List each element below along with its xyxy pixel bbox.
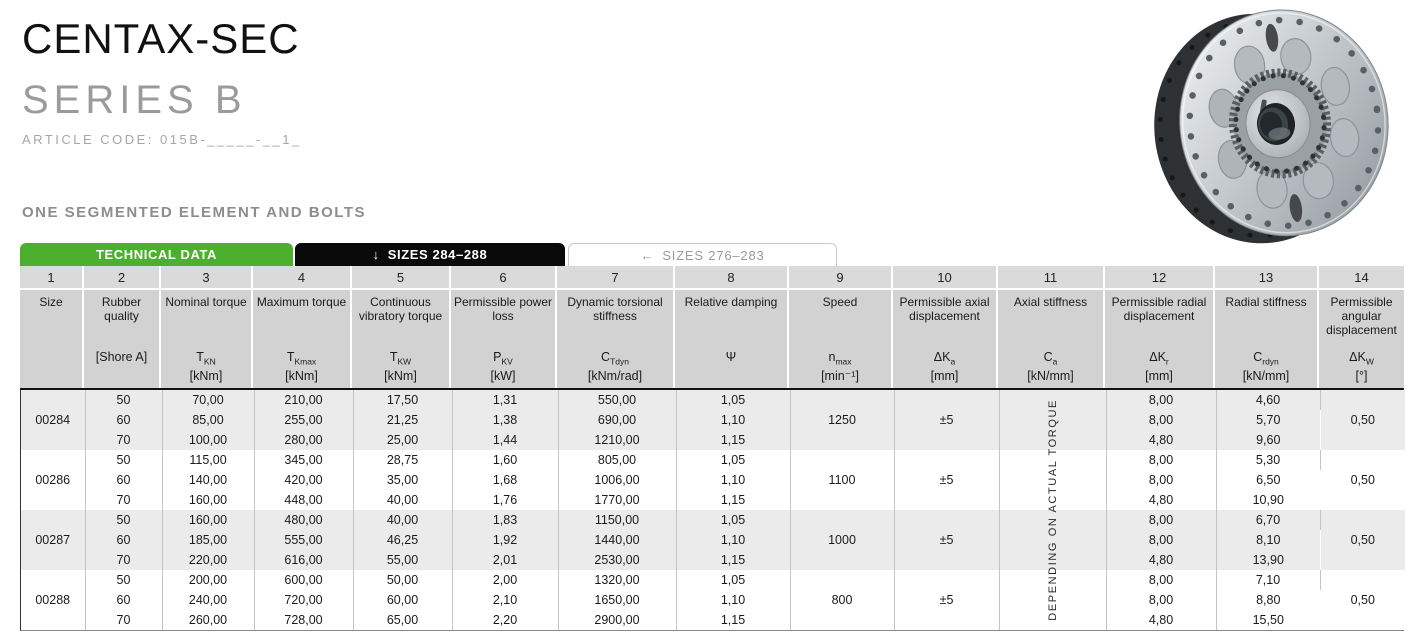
radial-displacement-cell: 8,00 — [1106, 510, 1216, 530]
nominal-torque-cell: 85,00 — [162, 410, 254, 430]
shore-cell: 60 — [85, 530, 162, 550]
column-number: 14 — [1319, 266, 1404, 288]
torsional-stiffness-cell: 1440,00 — [558, 530, 676, 550]
power-loss-cell: 1,60 — [452, 450, 558, 470]
torsional-stiffness-cell: 1320,00 — [558, 570, 676, 590]
nominal-torque-cell: 220,00 — [162, 550, 254, 570]
radial-displacement-cell: 8,00 — [1106, 390, 1216, 410]
speed-cell: 1250 — [790, 390, 894, 450]
table-row — [21, 410, 1405, 430]
radial-displacement-cell: 4,80 — [1106, 430, 1216, 450]
shore-cell: 70 — [85, 550, 162, 570]
size-cell: 00288 — [21, 570, 85, 630]
shore-cell: 50 — [85, 570, 162, 590]
radial-stiffness-cell: 8,10 — [1216, 530, 1320, 550]
column-header-radial-displacement: Permissible radial displacement $\Delta K_r$ [mm] — [1105, 290, 1215, 388]
shore-cell: 60 — [85, 410, 162, 430]
column-header-maximum-torque: Maximum torque $T_{Kmax}$ [kNm] — [253, 290, 352, 388]
column-header-axial-stiffness: Axial stiffness $C_a$ [kN/mm] — [998, 290, 1105, 388]
power-loss-cell: 1,38 — [452, 410, 558, 430]
column-header-torsional-stiffness: Dynamic torsional stiffness $C_{Tdyn}$ [kNm/rad] — [557, 290, 675, 388]
technical-data-grid — [21, 390, 1405, 630]
shore-cell: 60 — [85, 590, 162, 610]
section-label: ONE SEGMENTED ELEMENT AND BOLTS — [22, 204, 367, 221]
article-code: ARTICLE CODE: 015B-_____-__1_ — [22, 132, 302, 148]
power-loss-cell: 1,68 — [452, 470, 558, 490]
vibratory-torque-cell: 50,00 — [353, 570, 452, 590]
column-header-axial-displacement: Permissible axial displacement $\Delta K_a$ [mm] — [893, 290, 998, 388]
page-title: CENTAX-SEC — [22, 15, 300, 62]
column-header-vibratory-torque: Continuous vibratory torque $T_{KW}$ [kNm] — [352, 290, 451, 388]
radial-displacement-cell: 8,00 — [1106, 590, 1216, 610]
damping-cell: 1,05 — [676, 570, 790, 590]
column-header-power-loss: Permissible power loss $P_{KV}$ [kW] — [451, 290, 557, 388]
nominal-torque-cell: 140,00 — [162, 470, 254, 490]
axial-displacement-cell: ±5 — [894, 450, 999, 510]
table-row — [21, 610, 1405, 630]
column-header-nominal-torque: Nominal torque $T_{KN}$ [kNm] — [161, 290, 253, 388]
axial-stiffness-note: DEPENDING ON ACTUAL TORQUE — [1046, 399, 1059, 621]
axial-displacement-cell: ±5 — [894, 510, 999, 570]
damping-cell: 1,15 — [676, 550, 790, 570]
nominal-torque-cell: 115,00 — [162, 450, 254, 470]
nominal-torque-cell: 160,00 — [162, 510, 254, 530]
series-subtitle: SERIES B — [22, 78, 247, 123]
power-loss-cell: 2,00 — [452, 570, 558, 590]
torsional-stiffness-cell: 690,00 — [558, 410, 676, 430]
radial-displacement-cell: 4,80 — [1106, 610, 1216, 630]
column-header-relative-damping: Relative damping Ψ — [675, 290, 789, 388]
tab-sizes-284-288-label: SIZES 284–288 — [387, 247, 488, 262]
radial-displacement-cell: 8,00 — [1106, 530, 1216, 550]
column-number: 6 — [451, 266, 557, 288]
radial-stiffness-cell: 10,90 — [1216, 490, 1320, 510]
vibratory-torque-cell: 21,25 — [353, 410, 452, 430]
damping-cell: 1,15 — [676, 490, 790, 510]
table-row — [21, 490, 1405, 510]
axial-displacement-cell: ±5 — [894, 570, 999, 630]
column-number: 2 — [84, 266, 161, 288]
table-row — [21, 570, 1405, 590]
radial-stiffness-cell: 8,80 — [1216, 590, 1320, 610]
torsional-stiffness-cell: 550,00 — [558, 390, 676, 410]
column-header-radial-stiffness: Radial stiffness $C_{rdyn}$ [kN/mm] — [1215, 290, 1319, 388]
radial-stiffness-cell: 15,50 — [1216, 610, 1320, 630]
column-number: 1 — [20, 266, 84, 288]
damping-cell: 1,15 — [676, 430, 790, 450]
vibratory-torque-cell: 40,00 — [353, 510, 452, 530]
size-cell: 00284 — [21, 390, 85, 450]
column-number: 3 — [161, 266, 253, 288]
column-header-size: Size — [20, 290, 84, 388]
power-loss-cell: 1,92 — [452, 530, 558, 550]
technical-data-table — [20, 266, 1404, 631]
vibratory-torque-cell: 17,50 — [353, 390, 452, 410]
radial-stiffness-cell: 6,50 — [1216, 470, 1320, 490]
tab-technical-data-label: TECHNICAL DATA — [95, 247, 218, 262]
damping-cell: 1,15 — [676, 610, 790, 630]
column-number: 4 — [253, 266, 352, 288]
shore-cell: 60 — [85, 470, 162, 490]
table-row — [21, 390, 1405, 410]
brand-header — [22, 16, 302, 147]
torsional-stiffness-cell: 1650,00 — [558, 590, 676, 610]
coupling-product-photo — [1148, 0, 1400, 252]
maximum-torque-cell: 280,00 — [254, 430, 353, 450]
column-header-rubber-quality: Rubber quality [Shore A] — [84, 290, 161, 388]
column-number: 8 — [675, 266, 789, 288]
axial-stiffness-cell — [999, 390, 1106, 450]
table-data-area — [20, 388, 1404, 631]
tab-bar — [20, 243, 837, 266]
column-number: 7 — [557, 266, 675, 288]
column-number-row — [20, 266, 1404, 288]
axial-stiffness-cell — [999, 510, 1106, 570]
maximum-torque-cell: 420,00 — [254, 470, 353, 490]
vibratory-torque-cell: 65,00 — [353, 610, 452, 630]
vibratory-torque-cell: 28,75 — [353, 450, 452, 470]
damping-cell: 1,10 — [676, 530, 790, 550]
size-cell: 00287 — [21, 510, 85, 570]
arrow-left-icon: ← — [640, 248, 655, 263]
tab-technical-data[interactable] — [20, 243, 293, 266]
angular-displacement-cell: 0,50 — [1320, 510, 1405, 570]
radial-displacement-cell: 8,00 — [1106, 570, 1216, 590]
maximum-torque-cell: 728,00 — [254, 610, 353, 630]
radial-stiffness-cell: 5,30 — [1216, 450, 1320, 470]
damping-cell: 1,05 — [676, 450, 790, 470]
column-header-speed: Speed $n_{max}$ [min⁻¹] — [789, 290, 893, 388]
nominal-torque-cell: 200,00 — [162, 570, 254, 590]
column-number: 9 — [789, 266, 893, 288]
shore-cell: 50 — [85, 450, 162, 470]
technical-table-body — [21, 390, 1405, 630]
coupling-illustration — [1148, 0, 1400, 252]
table-row — [21, 550, 1405, 570]
table-row — [21, 510, 1405, 530]
nominal-torque-cell: 185,00 — [162, 530, 254, 550]
speed-cell: 800 — [790, 570, 894, 630]
maximum-torque-cell: 210,00 — [254, 390, 353, 410]
nominal-torque-cell: 70,00 — [162, 390, 254, 410]
tab-sizes-284-288[interactable] — [295, 243, 565, 266]
radial-displacement-cell: 4,80 — [1106, 490, 1216, 510]
vibratory-torque-cell: 35,00 — [353, 470, 452, 490]
radial-stiffness-cell: 4,60 — [1216, 390, 1320, 410]
maximum-torque-cell: 345,00 — [254, 450, 353, 470]
damping-cell: 1,10 — [676, 410, 790, 430]
axial-displacement-cell: ±5 — [894, 390, 999, 450]
vibratory-torque-cell: 25,00 — [353, 430, 452, 450]
radial-stiffness-cell: 5,70 — [1216, 410, 1320, 430]
column-number: 5 — [352, 266, 451, 288]
column-number: 13 — [1215, 266, 1319, 288]
maximum-torque-cell: 480,00 — [254, 510, 353, 530]
power-loss-cell: 2,10 — [452, 590, 558, 610]
torsional-stiffness-cell: 1770,00 — [558, 490, 676, 510]
table-row — [21, 430, 1405, 450]
table-row — [21, 530, 1405, 550]
maximum-torque-cell: 720,00 — [254, 590, 353, 610]
nominal-torque-cell: 260,00 — [162, 610, 254, 630]
maximum-torque-cell: 255,00 — [254, 410, 353, 430]
column-header-row — [20, 290, 1404, 388]
axial-stiffness-cell — [999, 570, 1106, 630]
vibratory-torque-cell: 40,00 — [353, 490, 452, 510]
power-loss-cell: 1,76 — [452, 490, 558, 510]
column-header-angular-displacement: Permissible angular displacement $\Delta K_W$ [°] — [1319, 290, 1404, 388]
torsional-stiffness-cell: 2530,00 — [558, 550, 676, 570]
maximum-torque-cell: 555,00 — [254, 530, 353, 550]
table-row — [21, 590, 1405, 610]
speed-cell: 1100 — [790, 450, 894, 510]
arrow-down-icon: ↓ — [372, 247, 380, 262]
radial-stiffness-cell: 6,70 — [1216, 510, 1320, 530]
power-loss-cell: 1,44 — [452, 430, 558, 450]
radial-displacement-cell: 8,00 — [1106, 470, 1216, 490]
column-number: 12 — [1105, 266, 1215, 288]
axial-stiffness-cell — [999, 450, 1106, 510]
maximum-torque-cell: 616,00 — [254, 550, 353, 570]
column-number: 11 — [998, 266, 1105, 288]
shore-cell: 70 — [85, 610, 162, 630]
torsional-stiffness-cell: 2900,00 — [558, 610, 676, 630]
shore-cell: 50 — [85, 390, 162, 410]
damping-cell: 1,05 — [676, 390, 790, 410]
power-loss-cell: 1,31 — [452, 390, 558, 410]
nominal-torque-cell: 100,00 — [162, 430, 254, 450]
shore-cell: 70 — [85, 430, 162, 450]
radial-displacement-cell: 4,80 — [1106, 550, 1216, 570]
tab-sizes-276-283[interactable] — [568, 243, 837, 266]
power-loss-cell: 1,83 — [452, 510, 558, 530]
radial-stiffness-cell: 13,90 — [1216, 550, 1320, 570]
damping-cell: 1,05 — [676, 510, 790, 530]
power-loss-cell: 2,20 — [452, 610, 558, 630]
size-cell: 00286 — [21, 450, 85, 510]
vibratory-torque-cell: 46,25 — [353, 530, 452, 550]
tab-sizes-276-283-label: SIZES 276–283 — [662, 248, 765, 263]
maximum-torque-cell: 600,00 — [254, 570, 353, 590]
maximum-torque-cell: 448,00 — [254, 490, 353, 510]
damping-cell: 1,10 — [676, 470, 790, 490]
nominal-torque-cell: 240,00 — [162, 590, 254, 610]
column-number: 10 — [893, 266, 998, 288]
vibratory-torque-cell: 55,00 — [353, 550, 452, 570]
angular-displacement-cell: 0,50 — [1320, 570, 1405, 630]
shore-cell: 50 — [85, 510, 162, 530]
shore-cell: 70 — [85, 490, 162, 510]
table-row — [21, 450, 1405, 470]
nominal-torque-cell: 160,00 — [162, 490, 254, 510]
radial-displacement-cell: 8,00 — [1106, 450, 1216, 470]
torsional-stiffness-cell: 805,00 — [558, 450, 676, 470]
angular-displacement-cell: 0,50 — [1320, 450, 1405, 510]
radial-displacement-cell: 8,00 — [1106, 410, 1216, 430]
table-row — [21, 470, 1405, 490]
angular-displacement-cell: 0,50 — [1320, 390, 1405, 450]
torsional-stiffness-cell: 1210,00 — [558, 430, 676, 450]
speed-cell: 1000 — [790, 510, 894, 570]
radial-stiffness-cell: 9,60 — [1216, 430, 1320, 450]
radial-stiffness-cell: 7,10 — [1216, 570, 1320, 590]
vibratory-torque-cell: 60,00 — [353, 590, 452, 610]
damping-cell: 1,10 — [676, 590, 790, 610]
power-loss-cell: 2,01 — [452, 550, 558, 570]
torsional-stiffness-cell: 1006,00 — [558, 470, 676, 490]
torsional-stiffness-cell: 1150,00 — [558, 510, 676, 530]
